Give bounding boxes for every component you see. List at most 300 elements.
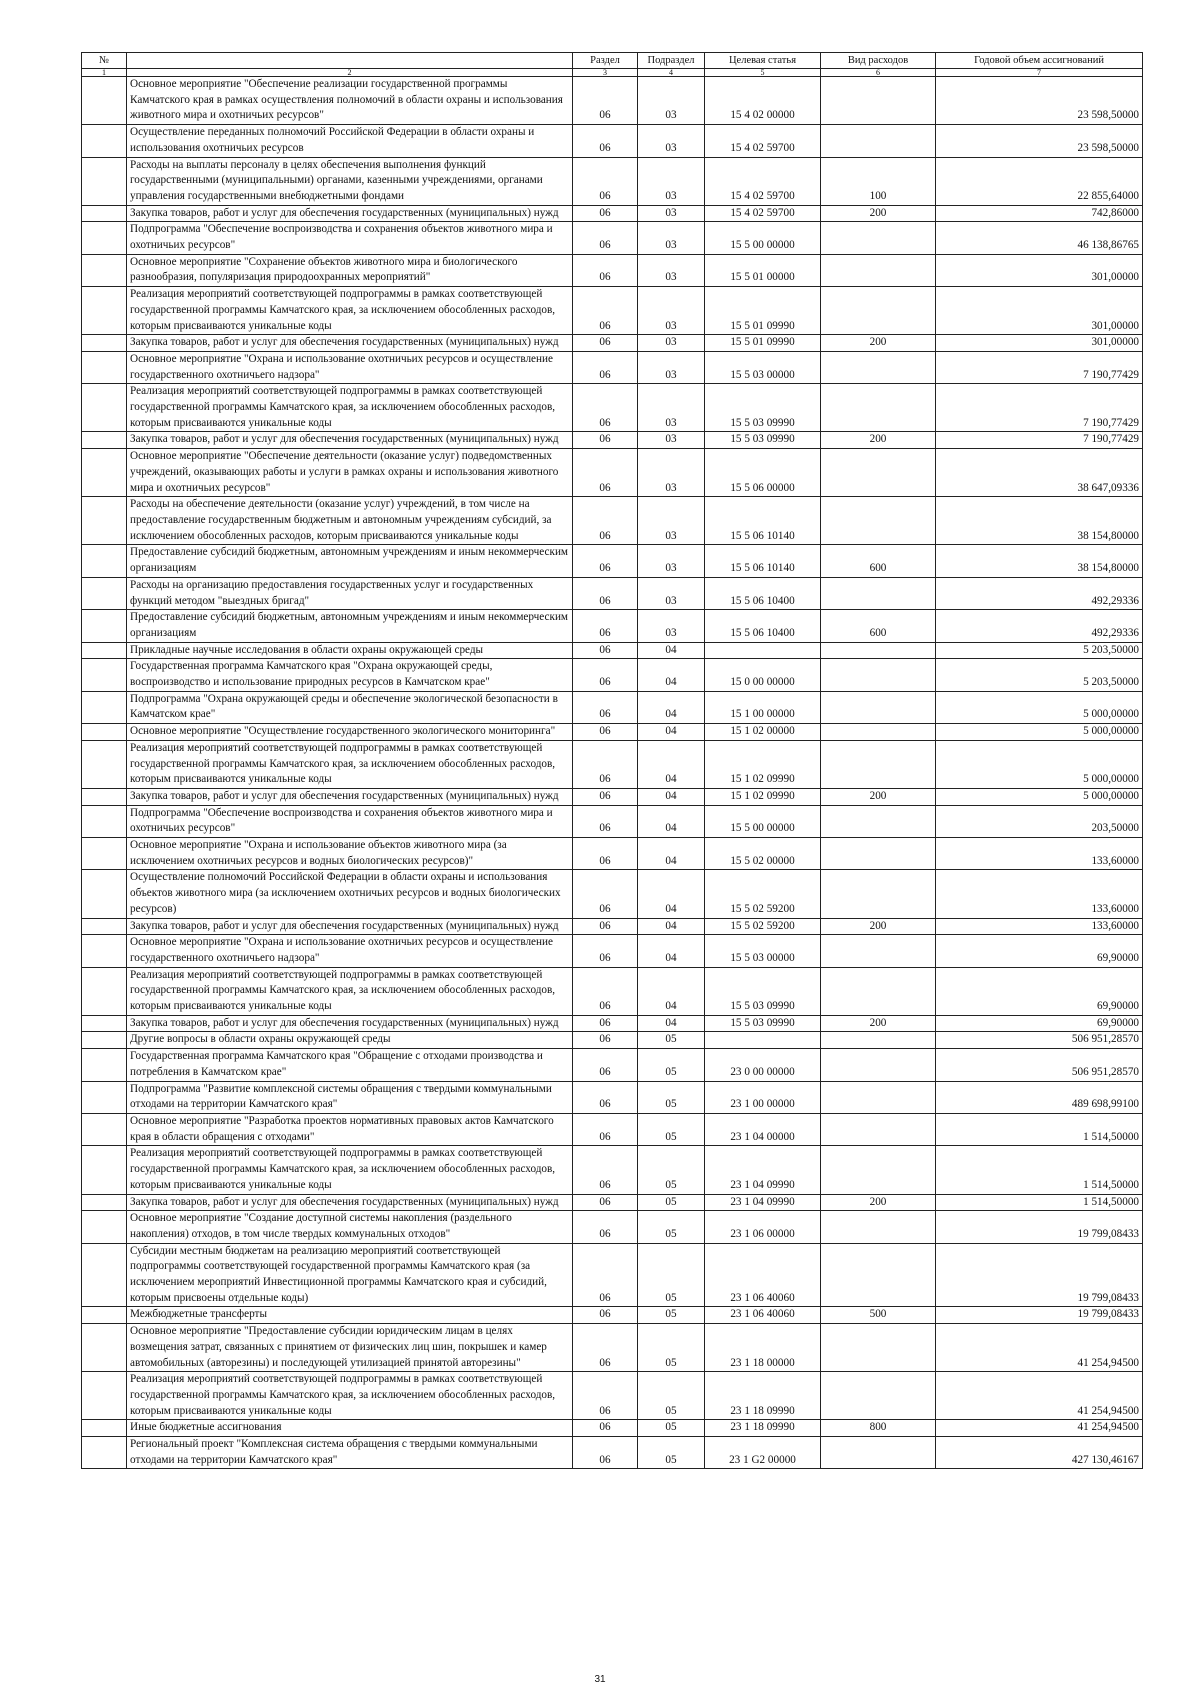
row-amount-cell: 38 647,09336 xyxy=(936,449,1143,497)
row-number-cell xyxy=(82,659,127,691)
row-podrazdel-cell: 03 xyxy=(638,157,705,205)
row-name-cell: Основное мероприятие "Охрана и использование охотничьих ресурсов и осуществление государственного охотничьего надзора" xyxy=(127,351,573,383)
row-number-cell xyxy=(82,497,127,545)
row-podrazdel-cell: 04 xyxy=(638,788,705,805)
row-razdel-cell: 06 xyxy=(573,1211,638,1243)
row-target-article-cell: 15 5 06 10400 xyxy=(705,577,821,609)
table-row xyxy=(82,351,1143,383)
row-target-article-cell: 23 1 18 09990 xyxy=(705,1420,821,1437)
row-podrazdel-cell: 03 xyxy=(638,125,705,157)
table-row xyxy=(82,967,1143,1015)
row-razdel-cell: 06 xyxy=(573,1194,638,1211)
row-amount-cell: 301,00000 xyxy=(936,335,1143,352)
col-header-annual-amount: Годовой объем ассигнований xyxy=(936,53,1143,69)
row-amount-cell: 492,29336 xyxy=(936,577,1143,609)
row-podrazdel-cell: 05 xyxy=(638,1032,705,1049)
row-number-cell xyxy=(82,691,127,723)
table-row xyxy=(82,1032,1143,1049)
row-number-cell xyxy=(82,1437,127,1469)
row-expense-type-cell xyxy=(821,1081,936,1113)
row-name-cell: Основное мероприятие "Сохранение объектов животного мира и биологического разнообразия, популяризация природоохранных мероприятий" xyxy=(127,254,573,286)
row-target-article-cell: 23 1 04 09990 xyxy=(705,1146,821,1194)
table-row xyxy=(82,77,1143,125)
row-podrazdel-cell: 05 xyxy=(638,1372,705,1420)
row-amount-cell: 7 190,77429 xyxy=(936,384,1143,432)
row-amount-cell: 19 799,08433 xyxy=(936,1307,1143,1324)
row-podrazdel-cell: 03 xyxy=(638,449,705,497)
row-razdel-cell: 06 xyxy=(573,1081,638,1113)
table-row xyxy=(82,384,1143,432)
row-number-cell xyxy=(82,432,127,449)
row-expense-type-cell xyxy=(821,254,936,286)
row-amount-cell: 22 855,64000 xyxy=(936,157,1143,205)
row-name-cell: Региональный проект "Комплексная система обращения с твердыми коммунальными отходами на территории Камчатского края" xyxy=(127,1437,573,1469)
row-podrazdel-cell: 05 xyxy=(638,1146,705,1194)
row-number-cell xyxy=(82,724,127,741)
row-razdel-cell: 06 xyxy=(573,1324,638,1372)
row-amount-cell: 1 514,50000 xyxy=(936,1146,1143,1194)
row-podrazdel-cell: 05 xyxy=(638,1211,705,1243)
row-amount-cell: 5 000,00000 xyxy=(936,740,1143,788)
row-name-cell: Подпрограмма "Охрана окружающей среды и обеспечение экологической безопасности в Камчатском крае" xyxy=(127,691,573,723)
row-razdel-cell: 06 xyxy=(573,205,638,222)
row-target-article-cell: 15 4 02 00000 xyxy=(705,77,821,125)
row-amount-cell: 23 598,50000 xyxy=(936,77,1143,125)
row-amount-cell: 69,90000 xyxy=(936,967,1143,1015)
row-expense-type-cell: 200 xyxy=(821,205,936,222)
col-header-podrazdel: Подраздел xyxy=(638,53,705,69)
row-target-article-cell: 15 4 02 59700 xyxy=(705,125,821,157)
row-amount-cell: 133,60000 xyxy=(936,918,1143,935)
row-expense-type-cell: 200 xyxy=(821,1194,936,1211)
row-expense-type-cell xyxy=(821,125,936,157)
row-razdel-cell: 06 xyxy=(573,691,638,723)
row-expense-type-cell xyxy=(821,1049,936,1081)
row-podrazdel-cell: 05 xyxy=(638,1194,705,1211)
table-row xyxy=(82,1437,1143,1469)
row-podrazdel-cell: 04 xyxy=(638,870,705,918)
row-razdel-cell: 06 xyxy=(573,1243,638,1307)
row-expense-type-cell xyxy=(821,870,936,918)
table-row xyxy=(82,1146,1143,1194)
row-expense-type-cell xyxy=(821,1211,936,1243)
row-amount-cell: 69,90000 xyxy=(936,1015,1143,1032)
table-row xyxy=(82,1081,1143,1113)
row-number-cell xyxy=(82,577,127,609)
table-row xyxy=(82,254,1143,286)
row-name-cell: Реализация мероприятий соответствующей подпрограммы в рамках соответствующей государственной программы Камчатского края, за исключением обособленных расходов, которым присваиваются уникальные коды xyxy=(127,384,573,432)
row-razdel-cell: 06 xyxy=(573,870,638,918)
row-target-article-cell: 15 5 01 09990 xyxy=(705,287,821,335)
col-number: 3 xyxy=(573,69,638,77)
row-expense-type-cell xyxy=(821,77,936,125)
row-expense-type-cell: 200 xyxy=(821,918,936,935)
row-amount-cell: 41 254,94500 xyxy=(936,1420,1143,1437)
row-name-cell: Реализация мероприятий соответствующей подпрограммы в рамках соответствующей государственной программы Камчатского края, за исключением обособленных расходов, которым присваиваются уникальные коды xyxy=(127,740,573,788)
row-amount-cell: 5 203,50000 xyxy=(936,659,1143,691)
row-razdel-cell: 06 xyxy=(573,1114,638,1146)
row-number-cell xyxy=(82,1307,127,1324)
row-amount-cell: 301,00000 xyxy=(936,254,1143,286)
row-podrazdel-cell: 04 xyxy=(638,691,705,723)
row-podrazdel-cell: 03 xyxy=(638,384,705,432)
table-row xyxy=(82,1194,1143,1211)
row-number-cell xyxy=(82,805,127,837)
row-podrazdel-cell: 04 xyxy=(638,935,705,967)
row-target-article-cell: 15 1 02 00000 xyxy=(705,724,821,741)
row-razdel-cell: 06 xyxy=(573,838,638,870)
row-razdel-cell: 06 xyxy=(573,545,638,577)
table-row xyxy=(82,805,1143,837)
row-target-article-cell: 23 1 18 09990 xyxy=(705,1372,821,1420)
row-target-article-cell: 23 1 06 40060 xyxy=(705,1243,821,1307)
row-razdel-cell: 06 xyxy=(573,1146,638,1194)
table-row xyxy=(82,335,1143,352)
row-number-cell xyxy=(82,157,127,205)
row-amount-cell: 203,50000 xyxy=(936,805,1143,837)
row-name-cell: Закупка товаров, работ и услуг для обеспечения государственных (муниципальных) нужд xyxy=(127,918,573,935)
row-expense-type-cell xyxy=(821,287,936,335)
table-row xyxy=(82,838,1143,870)
row-expense-type-cell xyxy=(821,1114,936,1146)
row-name-cell: Расходы на организацию предоставления государственных услуг и государственных функций методом "выездных бригад" xyxy=(127,577,573,609)
row-number-cell xyxy=(82,125,127,157)
row-number-cell xyxy=(82,740,127,788)
row-name-cell: Прикладные научные исследования в области охраны окружающей среды xyxy=(127,642,573,659)
row-target-article-cell: 23 1 06 00000 xyxy=(705,1211,821,1243)
row-number-cell xyxy=(82,1372,127,1420)
table-row xyxy=(82,659,1143,691)
row-name-cell: Подпрограмма "Развитие комплексной системы обращения с твердыми коммунальными отходами на территории Камчатского края" xyxy=(127,1081,573,1113)
row-razdel-cell: 06 xyxy=(573,254,638,286)
row-podrazdel-cell: 03 xyxy=(638,205,705,222)
row-razdel-cell: 06 xyxy=(573,1420,638,1437)
row-number-cell xyxy=(82,1049,127,1081)
row-razdel-cell: 06 xyxy=(573,935,638,967)
row-podrazdel-cell: 04 xyxy=(638,805,705,837)
table-row xyxy=(82,935,1143,967)
row-amount-cell: 133,60000 xyxy=(936,870,1143,918)
row-podrazdel-cell: 04 xyxy=(638,740,705,788)
row-razdel-cell: 06 xyxy=(573,1049,638,1081)
row-podrazdel-cell: 04 xyxy=(638,642,705,659)
row-razdel-cell: 06 xyxy=(573,918,638,935)
row-number-cell xyxy=(82,1211,127,1243)
table-row xyxy=(82,1307,1143,1324)
row-amount-cell: 19 799,08433 xyxy=(936,1211,1143,1243)
row-expense-type-cell xyxy=(821,659,936,691)
row-name-cell: Расходы на обеспечение деятельности (оказание услуг) учреждений, в том числе на предоставление государственным бюджетным и автономным учреждениям субсидий, за исключением обособленных расходов, которым присваиваются уникальные коды xyxy=(127,497,573,545)
row-razdel-cell: 06 xyxy=(573,1032,638,1049)
row-razdel-cell: 06 xyxy=(573,497,638,545)
row-amount-cell: 1 514,50000 xyxy=(936,1194,1143,1211)
row-target-article-cell: 15 5 02 59200 xyxy=(705,918,821,935)
row-razdel-cell: 06 xyxy=(573,724,638,741)
col-number: 6 xyxy=(821,69,936,77)
row-podrazdel-cell: 03 xyxy=(638,610,705,642)
row-expense-type-cell: 100 xyxy=(821,157,936,205)
row-razdel-cell: 06 xyxy=(573,77,638,125)
row-target-article-cell: 23 1 G2 00000 xyxy=(705,1437,821,1469)
col-number: 1 xyxy=(82,69,127,77)
header-row xyxy=(82,53,1143,69)
row-expense-type-cell xyxy=(821,724,936,741)
row-name-cell: Межбюджетные трансферты xyxy=(127,1307,573,1324)
row-amount-cell: 5 000,00000 xyxy=(936,788,1143,805)
row-razdel-cell: 06 xyxy=(573,449,638,497)
row-amount-cell: 489 698,99100 xyxy=(936,1081,1143,1113)
table-row xyxy=(82,577,1143,609)
row-amount-cell: 41 254,94500 xyxy=(936,1324,1143,1372)
row-podrazdel-cell: 04 xyxy=(638,838,705,870)
row-number-cell xyxy=(82,838,127,870)
row-amount-cell: 38 154,80000 xyxy=(936,497,1143,545)
row-number-cell xyxy=(82,335,127,352)
table-row xyxy=(82,222,1143,254)
row-target-article-cell: 15 5 00 00000 xyxy=(705,222,821,254)
row-name-cell: Осуществление переданных полномочий Российской Федерации в области охраны и использования охотничьих ресурсов xyxy=(127,125,573,157)
row-target-article-cell: 15 5 03 09990 xyxy=(705,967,821,1015)
table-row xyxy=(82,691,1143,723)
table-row xyxy=(82,205,1143,222)
row-name-cell: Государственная программа Камчатского края "Охрана окружающей среды, воспроизводство и использование природных ресурсов в Камчатском крае" xyxy=(127,659,573,691)
row-podrazdel-cell: 05 xyxy=(638,1307,705,1324)
row-number-cell xyxy=(82,287,127,335)
row-number-cell xyxy=(82,1194,127,1211)
row-target-article-cell: 15 5 03 00000 xyxy=(705,935,821,967)
row-expense-type-cell xyxy=(821,935,936,967)
row-number-cell xyxy=(82,1146,127,1194)
table-row xyxy=(82,287,1143,335)
table-row xyxy=(82,724,1143,741)
row-number-cell xyxy=(82,935,127,967)
row-name-cell: Реализация мероприятий соответствующей подпрограммы в рамках соответствующей государственной программы Камчатского края, за исключением обособленных расходов, которым присваиваются уникальные коды xyxy=(127,287,573,335)
row-number-cell xyxy=(82,610,127,642)
row-podrazdel-cell: 05 xyxy=(638,1081,705,1113)
row-name-cell: Подпрограмма "Обеспечение воспроизводства и сохранения объектов животного мира и охотничьих ресурсов" xyxy=(127,805,573,837)
row-amount-cell: 492,29336 xyxy=(936,610,1143,642)
row-expense-type-cell xyxy=(821,838,936,870)
page-number: 31 xyxy=(594,1674,606,1685)
col-header-razdel: Раздел xyxy=(573,53,638,69)
budget-sheet xyxy=(81,52,1142,1616)
row-expense-type-cell: 200 xyxy=(821,1015,936,1032)
row-number-cell xyxy=(82,642,127,659)
row-amount-cell: 742,86000 xyxy=(936,205,1143,222)
col-number: 5 xyxy=(705,69,821,77)
row-number-cell xyxy=(82,1114,127,1146)
budget-table xyxy=(81,52,1143,1469)
table-row xyxy=(82,125,1143,157)
row-target-article-cell: 23 1 06 40060 xyxy=(705,1307,821,1324)
row-number-cell xyxy=(82,449,127,497)
row-podrazdel-cell: 05 xyxy=(638,1114,705,1146)
row-amount-cell: 41 254,94500 xyxy=(936,1372,1143,1420)
row-podrazdel-cell: 04 xyxy=(638,659,705,691)
row-razdel-cell: 06 xyxy=(573,222,638,254)
row-name-cell: Реализация мероприятий соответствующей подпрограммы в рамках соответствующей государственной программы Камчатского края, за исключением обособленных расходов, которым присваиваются уникальные коды xyxy=(127,1372,573,1420)
col-header-name xyxy=(127,53,573,69)
row-razdel-cell: 06 xyxy=(573,659,638,691)
row-name-cell: Предоставление субсидий бюджетным, автономным учреждениям и иным некоммерческим организациям xyxy=(127,610,573,642)
row-target-article-cell: 15 4 02 59700 xyxy=(705,205,821,222)
row-expense-type-cell xyxy=(821,449,936,497)
row-target-article-cell: 15 5 00 00000 xyxy=(705,805,821,837)
row-number-cell xyxy=(82,1015,127,1032)
row-amount-cell: 5 203,50000 xyxy=(936,642,1143,659)
row-number-cell xyxy=(82,351,127,383)
row-expense-type-cell: 600 xyxy=(821,545,936,577)
row-name-cell: Реализация мероприятий соответствующей подпрограммы в рамках соответствующей государственной программы Камчатского края, за исключением обособленных расходов, которым присваиваются уникальные коды xyxy=(127,1146,573,1194)
row-amount-cell: 133,60000 xyxy=(936,838,1143,870)
row-amount-cell: 23 598,50000 xyxy=(936,125,1143,157)
row-name-cell: Закупка товаров, работ и услуг для обеспечения государственных (муниципальных) нужд xyxy=(127,788,573,805)
col-header-number: № xyxy=(82,53,127,69)
row-podrazdel-cell: 04 xyxy=(638,967,705,1015)
row-number-cell xyxy=(82,870,127,918)
row-target-article-cell: 15 0 00 00000 xyxy=(705,659,821,691)
row-expense-type-cell xyxy=(821,740,936,788)
row-expense-type-cell xyxy=(821,497,936,545)
row-target-article-cell: 15 1 02 09990 xyxy=(705,740,821,788)
row-amount-cell: 7 190,77429 xyxy=(936,351,1143,383)
row-amount-cell: 301,00000 xyxy=(936,287,1143,335)
row-target-article-cell: 23 0 00 00000 xyxy=(705,1049,821,1081)
table-row xyxy=(82,497,1143,545)
row-podrazdel-cell: 03 xyxy=(638,222,705,254)
row-podrazdel-cell: 03 xyxy=(638,287,705,335)
row-razdel-cell: 06 xyxy=(573,1307,638,1324)
row-target-article-cell: 15 1 02 09990 xyxy=(705,788,821,805)
row-expense-type-cell xyxy=(821,967,936,1015)
row-target-article-cell: 15 5 01 09990 xyxy=(705,335,821,352)
row-expense-type-cell xyxy=(821,1032,936,1049)
row-amount-cell: 5 000,00000 xyxy=(936,724,1143,741)
row-name-cell: Предоставление субсидий бюджетным, автономным учреждениям и иным некоммерческим организациям xyxy=(127,545,573,577)
row-podrazdel-cell: 05 xyxy=(638,1324,705,1372)
row-podrazdel-cell: 03 xyxy=(638,545,705,577)
row-number-cell xyxy=(82,788,127,805)
row-amount-cell: 5 000,00000 xyxy=(936,691,1143,723)
row-name-cell: Основное мероприятие "Осуществление государственного экологического мониторинга" xyxy=(127,724,573,741)
row-name-cell: Основное мероприятие "Создание доступной системы накопления (раздельного накопления) отходов, в том числе твердых коммунальных отходов" xyxy=(127,1211,573,1243)
table-row xyxy=(82,1243,1143,1307)
row-number-cell xyxy=(82,1324,127,1372)
table-body xyxy=(82,77,1143,1469)
row-target-article-cell: 15 5 06 10140 xyxy=(705,497,821,545)
row-target-article-cell: 15 5 03 09990 xyxy=(705,432,821,449)
row-name-cell: Другие вопросы в области охраны окружающей среды xyxy=(127,1032,573,1049)
row-target-article-cell: 23 1 00 00000 xyxy=(705,1081,821,1113)
table-row xyxy=(82,1420,1143,1437)
row-name-cell: Государственная программа Камчатского края "Обращение с отходами производства и потребления в Камчатском крае" xyxy=(127,1049,573,1081)
row-target-article-cell: 15 5 02 00000 xyxy=(705,838,821,870)
row-podrazdel-cell: 04 xyxy=(638,918,705,935)
row-target-article-cell xyxy=(705,1032,821,1049)
row-expense-type-cell: 200 xyxy=(821,335,936,352)
row-razdel-cell: 06 xyxy=(573,1015,638,1032)
row-target-article-cell xyxy=(705,642,821,659)
row-expense-type-cell: 200 xyxy=(821,788,936,805)
row-expense-type-cell xyxy=(821,351,936,383)
row-expense-type-cell xyxy=(821,805,936,837)
row-name-cell: Иные бюджетные ассигнования xyxy=(127,1420,573,1437)
row-amount-cell: 506 951,28570 xyxy=(936,1032,1143,1049)
row-target-article-cell: 15 5 02 59200 xyxy=(705,870,821,918)
table-row xyxy=(82,1114,1143,1146)
row-razdel-cell: 06 xyxy=(573,577,638,609)
table-row xyxy=(82,610,1143,642)
row-podrazdel-cell: 03 xyxy=(638,577,705,609)
table-row xyxy=(82,545,1143,577)
row-name-cell: Субсидии местным бюджетам на реализацию мероприятий соответствующей подпрограммы соответствующей государственной программы Камчатского края (за исключением мероприятий Инвестиционной программы Камчатского края и субсидий, которым присвоены отдельные коды) xyxy=(127,1243,573,1307)
col-number: 7 xyxy=(936,69,1143,77)
row-number-cell xyxy=(82,77,127,125)
row-number-cell xyxy=(82,205,127,222)
table-row xyxy=(82,432,1143,449)
col-number: 2 xyxy=(127,69,573,77)
table-row xyxy=(82,642,1143,659)
row-podrazdel-cell: 03 xyxy=(638,254,705,286)
row-name-cell: Закупка товаров, работ и услуг для обеспечения государственных (муниципальных) нужд xyxy=(127,205,573,222)
table-row xyxy=(82,788,1143,805)
row-target-article-cell: 15 5 03 09990 xyxy=(705,384,821,432)
row-podrazdel-cell: 04 xyxy=(638,1015,705,1032)
table-row xyxy=(82,740,1143,788)
row-razdel-cell: 06 xyxy=(573,1372,638,1420)
row-target-article-cell: 15 5 06 00000 xyxy=(705,449,821,497)
row-amount-cell: 38 154,80000 xyxy=(936,545,1143,577)
row-target-article-cell: 15 1 00 00000 xyxy=(705,691,821,723)
table-row xyxy=(82,1372,1143,1420)
row-expense-type-cell: 200 xyxy=(821,432,936,449)
row-name-cell: Основное мероприятие "Обеспечение деятельности (оказание услуг) подведомственных учреждений, оказывающих работы и услуги в рамках охраны и использования животного мира и охотничьих ресурсов" xyxy=(127,449,573,497)
row-name-cell: Основное мероприятие "Предоставление субсидии юридическим лицам в целях возмещения затрат, связанных с принятием от физических лиц шин, покрышек и камер автомобильных (авторезины) и последующей утилизацией принятой авторезины" xyxy=(127,1324,573,1372)
row-podrazdel-cell: 04 xyxy=(638,724,705,741)
row-name-cell: Подпрограмма "Обеспечение воспроизводства и сохранения объектов животного мира и охотничьих ресурсов" xyxy=(127,222,573,254)
row-razdel-cell: 06 xyxy=(573,125,638,157)
row-amount-cell: 46 138,86765 xyxy=(936,222,1143,254)
row-amount-cell: 7 190,77429 xyxy=(936,432,1143,449)
table-row xyxy=(82,449,1143,497)
row-name-cell: Расходы на выплаты персоналу в целях обеспечения выполнения функций государственными (муниципальными) органами, казенными учреждениями, органами управления государственными внебюджетными фондами xyxy=(127,157,573,205)
row-number-cell xyxy=(82,545,127,577)
row-razdel-cell: 06 xyxy=(573,805,638,837)
row-razdel-cell: 06 xyxy=(573,610,638,642)
table-row xyxy=(82,1211,1143,1243)
row-expense-type-cell xyxy=(821,1437,936,1469)
row-razdel-cell: 06 xyxy=(573,642,638,659)
row-expense-type-cell: 500 xyxy=(821,1307,936,1324)
row-expense-type-cell: 800 xyxy=(821,1420,936,1437)
table-row xyxy=(82,157,1143,205)
row-target-article-cell: 23 1 18 00000 xyxy=(705,1324,821,1372)
col-header-target-article: Целевая статья xyxy=(705,53,821,69)
row-podrazdel-cell: 05 xyxy=(638,1049,705,1081)
row-expense-type-cell xyxy=(821,222,936,254)
row-podrazdel-cell: 05 xyxy=(638,1437,705,1469)
row-number-cell xyxy=(82,254,127,286)
table-row xyxy=(82,1324,1143,1372)
row-expense-type-cell xyxy=(821,1146,936,1194)
row-razdel-cell: 06 xyxy=(573,788,638,805)
row-expense-type-cell xyxy=(821,642,936,659)
row-expense-type-cell xyxy=(821,577,936,609)
row-expense-type-cell xyxy=(821,1372,936,1420)
row-target-article-cell: 15 5 06 10400 xyxy=(705,610,821,642)
row-expense-type-cell xyxy=(821,1243,936,1307)
row-target-article-cell: 15 5 03 09990 xyxy=(705,1015,821,1032)
